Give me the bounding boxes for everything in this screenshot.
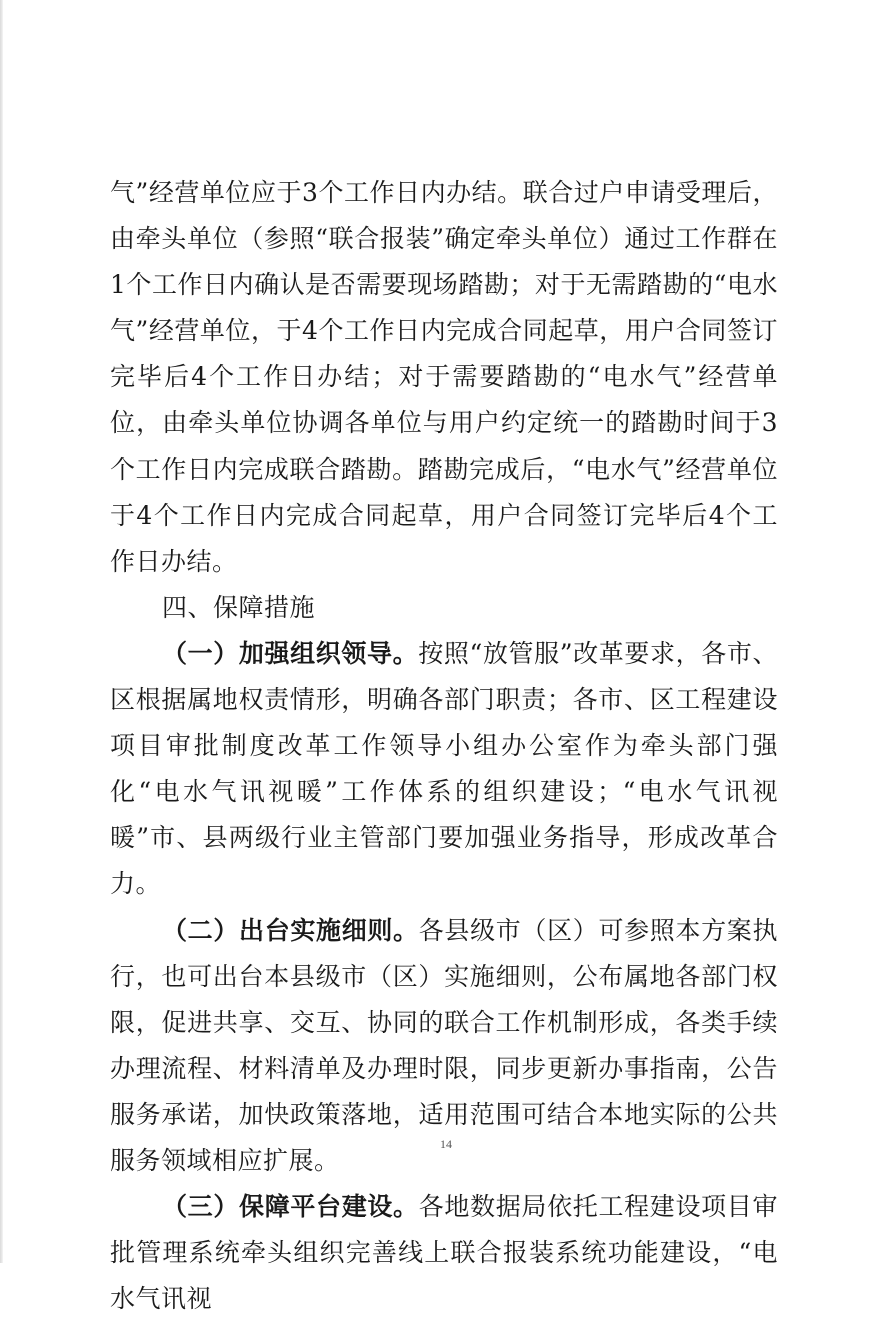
item-3-paragraph bbox=[110, 1184, 778, 1322]
item-1-paragraph bbox=[110, 631, 778, 908]
item-3-title: （三）保障平台建设。 bbox=[162, 1192, 419, 1222]
section-heading: 四、保障措施 bbox=[162, 592, 316, 622]
item-1-title: （一）加强组织领导。 bbox=[162, 638, 419, 668]
item-3-body: 各地数据局依托工程建设项目审批管理系统牵头组织完善线上联合报装系统功能建设，“电水气讯视 bbox=[110, 1192, 778, 1314]
intro-paragraph: 气”经营单位应于3个工作日内办结。联合过户申请受理后，由牵头单位（参照“联合报装”确定牵头单位）通过工作群在1个工作日内确认是否需要现场踏勘；对于无需踏勘的“电水气”经营单位，于4个工作日内完成合同起草，用户合同签订完毕后4个工作日办结；对于需要踏勘的“电水气”经营单位，由牵头单位协调各单位与用户约定统一的踏勘时间于3个工作日内完成联合踏勘。踏勘完成后，“电水气”经营单位于4个工作日内完成合同起草，用户合同签订完毕后4个工作日办结。 bbox=[110, 178, 778, 576]
item-2-body: 各县级市（区）可参照本方案执行，也可出台本县级市（区）实施细则，公布属地各部门权限，促进共享、交互、协同的联合工作机制形成，各类手续办理流程、材料清单及办理时限，同步更新办事指南，公告服务承诺，加快政策落地，适用范围可结合本地实际的公共服务领域相应扩展。 bbox=[110, 915, 778, 1175]
scan-edge-shadow bbox=[0, 0, 3, 1263]
item-2-title: （二）出台实施细则。 bbox=[162, 915, 419, 945]
item-1-body: 按照“放管服”改革要求，各市、区根据属地权责情形，明确各部门职责；各市、区工程建设项目审批制度改革工作领导小组办公室作为牵头部门强化“电水气讯视暖”工作体系的组织建设；“电水气讯视暖”市、县两级行业主管部门要加强业务指导，形成改革合力。 bbox=[110, 638, 778, 899]
page-number: 14 bbox=[440, 1137, 452, 1151]
